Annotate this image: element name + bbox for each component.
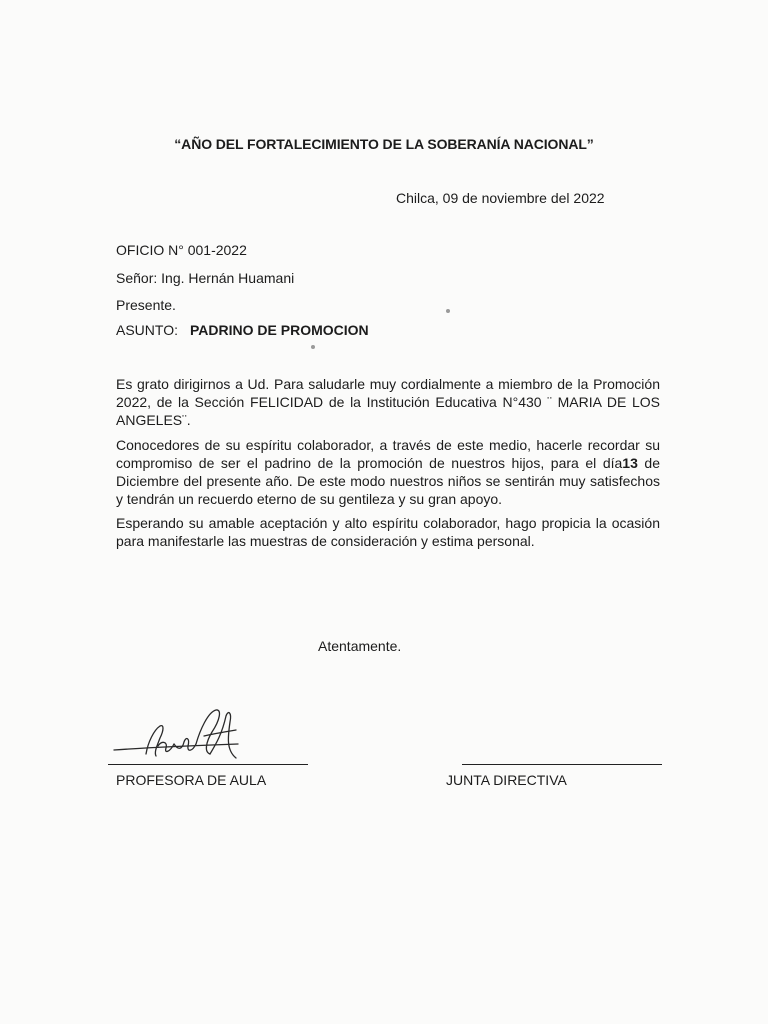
body-paragraph-1: Es grato dirigirnos a Ud. Para saludarle muy cordialmente a miembro de la Promoción 2022, de la Sección FELICIDAD de la Institución Educativa N°430 ¨ MARIA DE LOS ANGELES¨. xyxy=(116,376,660,428)
body-paragraph-2 xyxy=(116,436,660,508)
body-paragraph-3: Esperando su amable aceptación y alto espíritu colaborador, hago propicia la ocasión para manifestarle las muestras de consideración y estima personal. xyxy=(116,515,660,549)
paragraph-2-start: Conocedores de su espíritu colaborador, a través de este medio, hacerle recordar su compromiso de ser el padrino de la promoción de nuestros hijos, para el día xyxy=(116,437,660,471)
handwritten-signature xyxy=(112,706,242,768)
signature-line-right xyxy=(462,764,662,765)
signature-line-left xyxy=(108,764,308,765)
signature-label-right: JUNTA DIRECTIVA xyxy=(446,772,567,788)
paragraph-2-end: de Diciembre del presente año. De este modo nuestros niños se sentirán muy satisfechos y tendrán un recuerdo eterno de su gentileza y su gran apoyo. xyxy=(116,455,661,507)
closing: Atentamente. xyxy=(318,638,402,654)
place-date: Chilca, 09 de noviembre del 2022 xyxy=(396,190,605,206)
subject-label: ASUNTO: xyxy=(116,322,178,338)
reference-number: OFICIO N° 001-2022 xyxy=(116,242,247,258)
scan-speck xyxy=(311,345,315,349)
presente-line: Presente. xyxy=(116,297,176,313)
document-header-motto: “AÑO DEL FORTALECIMIENTO DE LA SOBERANÍA NACIONAL” xyxy=(174,136,594,152)
addressee: Señor: Ing. Hernán Huamani xyxy=(116,270,295,286)
paragraph-2-day: 13 xyxy=(622,455,638,471)
signature-label-left: PROFESORA DE AULA xyxy=(116,772,267,788)
subject-value: PADRINO DE PROMOCION xyxy=(190,322,369,338)
scan-speck xyxy=(446,309,450,313)
